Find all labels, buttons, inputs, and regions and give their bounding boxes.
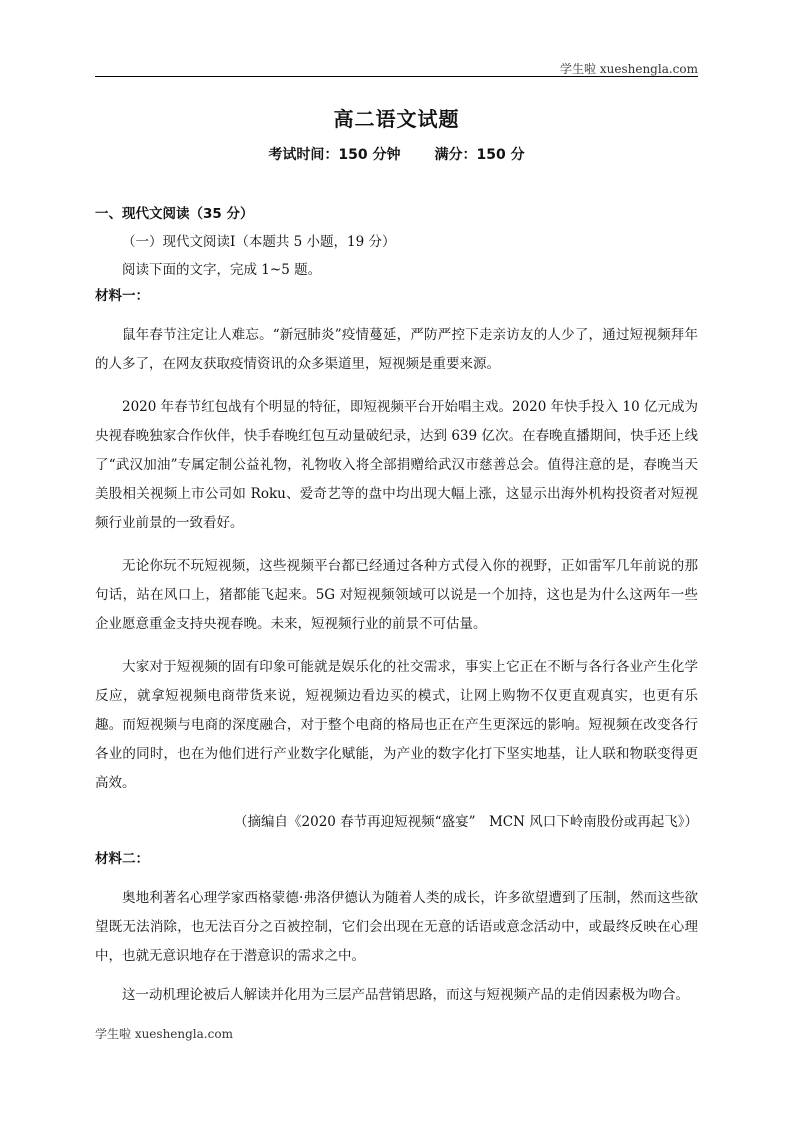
header-divider (95, 76, 698, 77)
material-two-paragraph: 这一动机理论被后人解读并化用为三层产品营销思路，而这与短视频产品的走俏因素极为吻合。 (122, 987, 689, 1003)
reading-instruction: 阅读下面的文字，完成 1~5 题。 (122, 262, 322, 278)
material-one-label: 材料一： (95, 288, 149, 304)
header-site-label: 学生啦 xueshengla.com (560, 62, 698, 76)
footer-site-label: 学生啦 xueshengla.com (95, 1027, 233, 1041)
exam-time: 考试时间：150 分钟 (268, 147, 401, 163)
page-title: 高二语文试题 (333, 107, 460, 131)
subsection-heading: （一）现代文阅读Ⅰ（本题共 5 小题，19 分） (122, 234, 396, 250)
material-two-paragraph: 奥地利著名心理学家西格蒙德·弗洛伊德认为随着人类的成长，许多欲望遭到了压制，然而这些欲望既无法消除，也无法百分之百被控制，它们会出现在无意的话语或意念活动中，或最终反映在心理中，也就无意识地存在于潜意识的需求之中。 (95, 890, 698, 964)
material-one-paragraph: 大家对于短视频的固有印象可能就是娱乐化的社交需求，事实上它正在不断与各行各业产生化学反应，就拿短视频电商带货来说，短视频边看边买的模式，让网上购物不仅更直观真实，也更有乐趣。而短视频与电商的深度融合，对于整个电商的格局也正在产生更深远的影响。短视频在改变各行各业的同时，也在为他们进行产业数字化赋能，为产业的数字化打下坚实地基，让人联和物联变得更高效。 (95, 659, 698, 791)
section-heading: 一、现代文阅读（35 分） (95, 206, 254, 222)
document-body (95, 203, 698, 1010)
exam-info (0, 144, 793, 164)
material-one-paragraph: 无论你玩不玩短视频，这些视频平台都已经通过各种方式侵入你的视野，正如雷军几年前说的那句话，站在风口上，猪都能飞起来。5G 对短视频领域可以说是一个加持，这也是为什么这两年一些企业愿意重金支持央视春晚。未来，短视频行业的前景不可估量。 (95, 558, 698, 632)
material-two-label: 材料二： (95, 851, 149, 867)
material-one-source: （摘编自《2020 春节再迎短视频“盛宴” MCN 风口下岭南股份或再起飞》） (234, 814, 698, 830)
material-one-paragraph: 2020 年春节红包战有个明显的特征，即短视频平台开始唱主戏。2020 年快手投入 10 亿元成为央视春晚独家合作伙伴，快手春晚红包互动量破纪录，达到 639 亿次。在春晚直播期间，快手还上线了“武汉加油”专属定制公益礼物，礼物收入将全部捐赠给武汉市慈善总会。值得注意的是，春晚当天美股相关视频上市公司如 Roku、爱奇艺等的盘中均出现大幅上涨，这显示出海外机构投资者对短视频行业前景的一致看好。 (95, 399, 698, 531)
material-one-paragraph: 鼠年春节注定让人难忘。“新冠肺炎”疫情蔓延，严防严控下走亲访友的人少了，通过短视频拜年的人多了，在网友获取疫情资讯的众多渠道里，短视频是重要来源。 (95, 327, 698, 372)
exam-score: 满分：150 分 (434, 147, 525, 163)
